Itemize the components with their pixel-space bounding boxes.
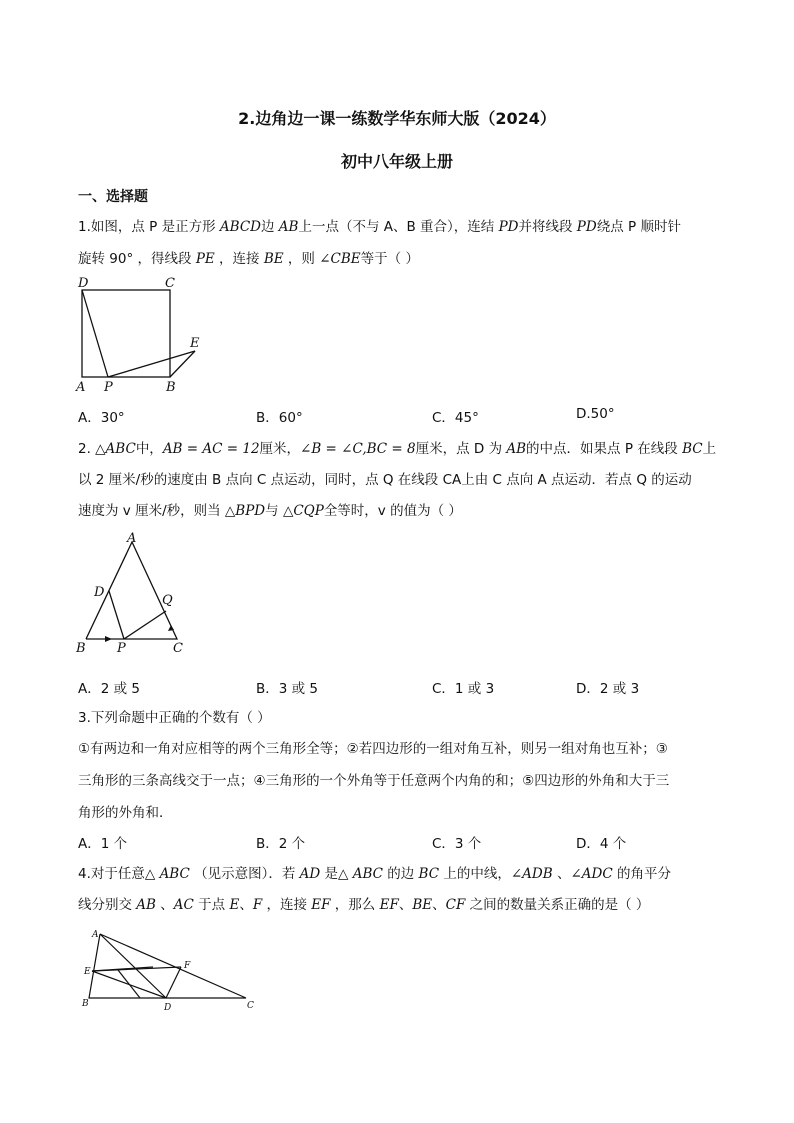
q3-line-4: 角形的外角和． <box>78 805 173 821</box>
q1-option-c[interactable]: C．45° <box>432 410 479 426</box>
label-d: D <box>164 1003 172 1013</box>
q3-option-b[interactable]: B．2 个 <box>256 836 306 852</box>
segment-pd <box>82 290 108 377</box>
segment-fd <box>166 967 181 998</box>
q1-option-b[interactable]: B．60° <box>256 410 303 426</box>
q3-option-a[interactable]: A．1 个 <box>78 836 128 852</box>
label-c: C <box>165 276 175 291</box>
q1-line-2: 旋转 90° ，得线段 PE ，连接 BE ，则 ∠CBE等于（ ） <box>78 251 419 267</box>
label-d: D <box>78 276 89 291</box>
label-a: A <box>92 930 99 940</box>
label-c: C <box>173 641 183 656</box>
label-p: P <box>104 380 113 395</box>
label-b: B <box>166 380 176 395</box>
q1-figure <box>70 272 210 396</box>
segment-e-mid <box>118 970 140 998</box>
label-f: F <box>184 961 191 971</box>
q4-figure <box>78 922 268 1022</box>
label-a: A <box>76 380 86 395</box>
label-b: B <box>76 641 86 656</box>
q2-figure <box>70 530 200 660</box>
label-p: P <box>117 641 126 656</box>
page-subtitle: 初中八年级上册 <box>340 152 453 171</box>
q2-option-a[interactable]: A．2 或 5 <box>78 681 140 697</box>
q3-line-1: 3.下列命题中正确的个数有（ ） <box>78 710 271 726</box>
triangle-abc <box>89 934 246 998</box>
q2-line-3: 速度为 v 厘米/秒，则当 △BPD与 △CQP全等时，v 的值为（ ） <box>78 503 462 519</box>
label-b: B <box>82 999 89 1009</box>
q2-line-2: 以 2 厘米/秒的速度由 B 点向 C 点运动，同时，点 Q 在线段 CA上由 C 点向 A 点运动．若点 Q 的运动 <box>78 472 692 488</box>
label-e: E <box>84 967 91 977</box>
q3-line-3: 三角形的三条高线交于一点；④三角形的一个外角等于任意两个内角的和；⑤四边形的外角和大于三 <box>78 773 670 789</box>
q3-option-d[interactable]: D．4 个 <box>576 836 627 852</box>
q2-line-1: 2. △ABC中，AB = AC = 12厘米，∠B = ∠C,BC = 8厘米，点 D 为 AB的中点．如果点 P 在线段 BC上 <box>78 441 717 457</box>
q1-option-a[interactable]: A．30° <box>78 410 125 426</box>
page-title: 2.边角边一课一练数学华东师大版（2024） <box>238 109 556 128</box>
q2-option-c[interactable]: C．1 或 3 <box>432 681 495 697</box>
q2-option-d[interactable]: D．2 或 3 <box>576 681 640 697</box>
label-c: C <box>247 1001 254 1011</box>
label-q: Q <box>162 593 173 608</box>
arrow-ca <box>168 625 174 631</box>
label-e: E <box>190 336 200 351</box>
q4-line-1: 4.对于任意△ ABC （见示意图）．若 AD 是△ ABC 的边 BC 上的中线，∠ADB 、∠ADC 的角平分 <box>78 866 671 882</box>
segment-pq <box>124 611 166 639</box>
section-heading: 一、选择题 <box>78 189 148 205</box>
segment-dp <box>109 591 124 639</box>
label-d: D <box>94 585 105 600</box>
arrow-bc <box>105 636 112 642</box>
q1-line-1: 1.如图，点 P 是正方形 ABCD边 AB上一点（不与 A、B 重合），连结 PD并将线段 PD绕点 P 顺时针 <box>78 219 681 235</box>
q3-option-c[interactable]: C．3 个 <box>432 836 482 852</box>
q4-line-2: 线分别交 AB 、AC 于点 E、F ，连接 EF ，那么 EF、BE、CF 之间的数量关系正确的是（ ） <box>78 897 650 913</box>
q1-option-d[interactable]: D.50° <box>576 406 615 422</box>
q3-line-2: ①有两边和一角对应相等的两个三角形全等；②若四边形的一组对角互补，则另一组对角也互补；③ <box>78 741 668 757</box>
q2-option-b[interactable]: B．3 或 5 <box>256 681 319 697</box>
label-a: A <box>127 531 137 546</box>
